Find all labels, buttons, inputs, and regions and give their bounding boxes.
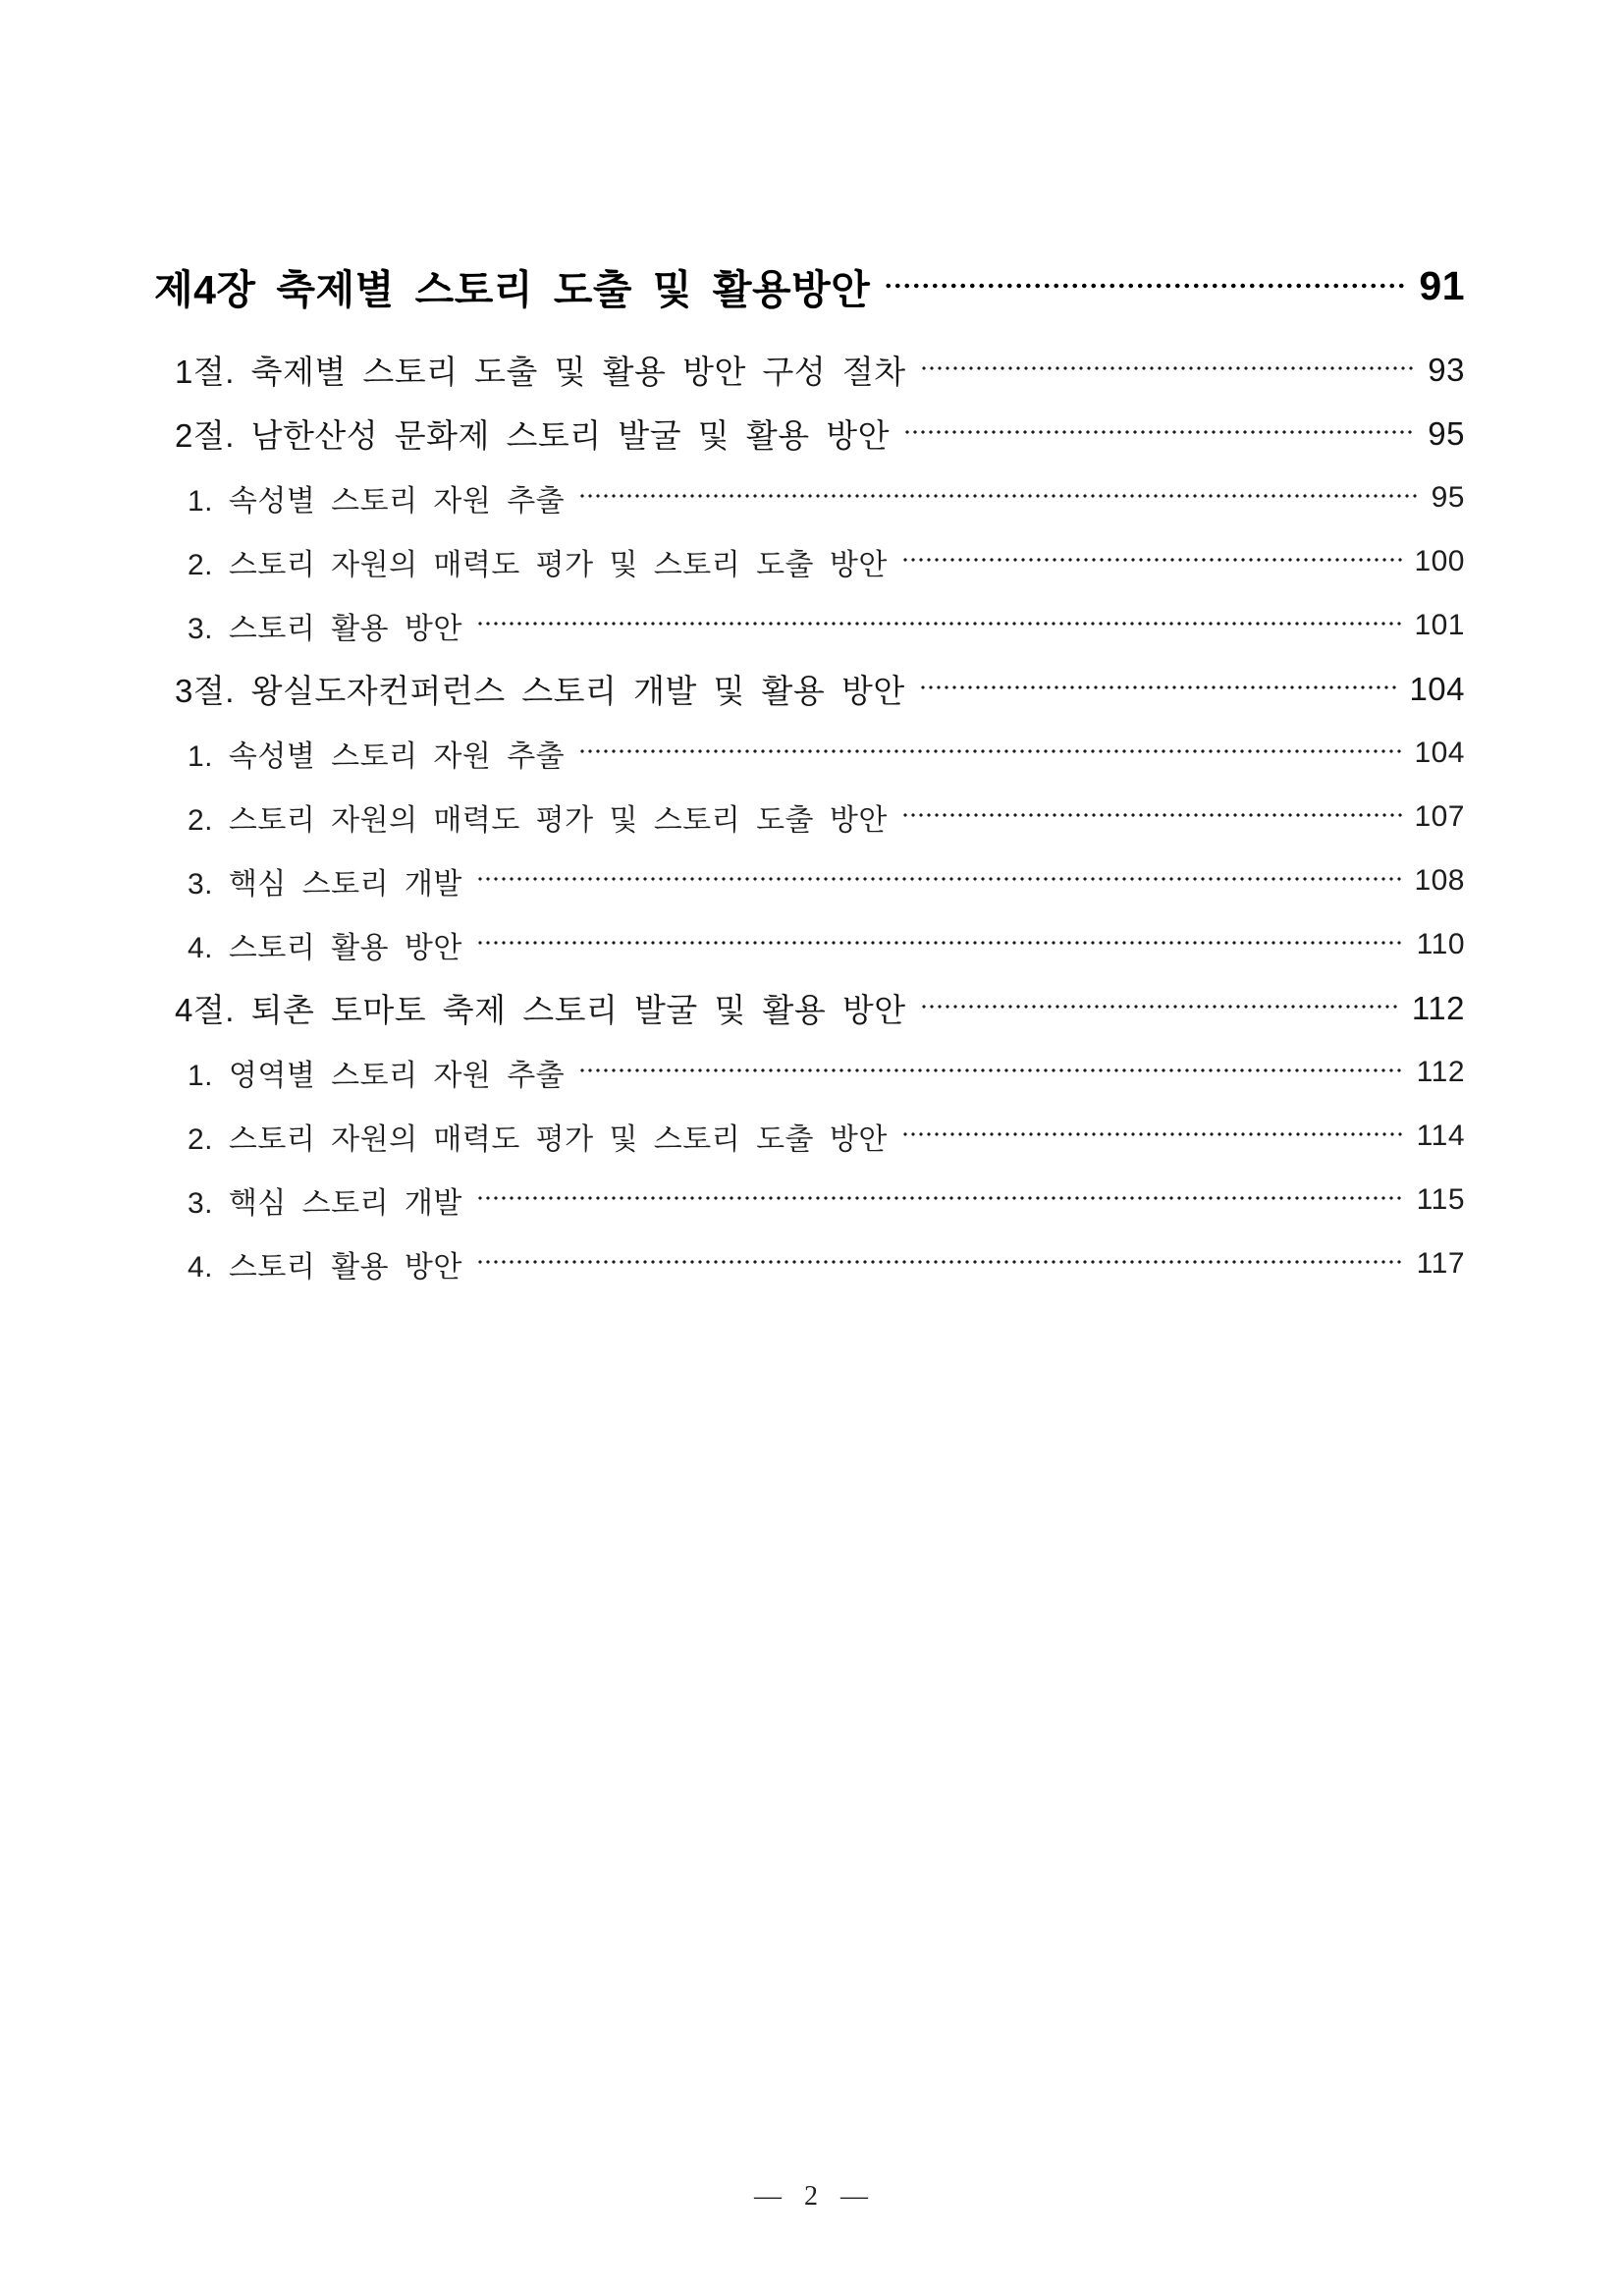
toc-entry [154,721,1465,785]
toc-entry-page-number: 95 [1431,480,1465,514]
toc-entry-label: 3. 핵심 스토리 개발 [188,867,462,901]
dot-leader [884,282,1407,290]
toc-chapter-page-number: 91 [1419,262,1465,308]
toc-entry [154,1168,1465,1231]
toc-entry [154,529,1465,593]
toc-entry [154,1040,1465,1104]
page-number-footer: — 2 — [754,2181,869,2212]
dot-leader [476,1195,1405,1201]
dot-leader [901,1131,1405,1137]
dot-leader [476,940,1405,946]
toc-entry [154,785,1465,848]
toc-entry [154,338,1465,402]
toc-entry-label: 2절. 남한산성 문화제 스토리 발굴 및 활용 방안 [175,417,891,454]
toc-entry [154,402,1465,465]
dot-leader [578,1067,1405,1073]
toc-entry-label: 1. 속성별 스토리 자원 추출 [188,484,566,518]
dot-leader [920,1004,1400,1010]
toc-entry-page-number: 114 [1416,1119,1465,1152]
toc-entry-label: 3. 스토리 활용 방안 [188,612,462,645]
toc-entry-label: 4절. 퇴촌 토마토 축제 스토리 발굴 및 활용 방안 [175,992,906,1028]
toc-entries [154,338,1465,1295]
toc-chapter-entry [154,257,1465,314]
toc-entry [154,465,1465,529]
toc-entry-page-number: 107 [1414,799,1465,833]
toc-entry [154,976,1465,1040]
toc-entry [154,593,1465,657]
toc-entry-page-number: 100 [1414,544,1465,577]
toc-entry-page-number: 112 [1416,1055,1465,1088]
dot-leader [901,812,1403,818]
toc-entry-page-number: 93 [1428,351,1465,388]
table-of-contents [154,257,1465,1295]
dot-leader [919,684,1398,690]
dot-leader [578,748,1402,754]
dot-leader [920,365,1417,371]
toc-entry [154,912,1465,976]
dot-leader [901,557,1403,563]
toc-entry-page-number: 104 [1414,736,1465,769]
toc-entry-label: 2. 스토리 자원의 매력도 평가 및 스토리 도출 방안 [188,803,888,837]
toc-entry-page-number: 104 [1409,670,1465,707]
toc-entry-page-number: 95 [1428,414,1465,452]
dot-leader [578,493,1419,499]
dot-leader [476,621,1403,627]
toc-entry-page-number: 101 [1414,608,1465,641]
toc-entry [154,1231,1465,1295]
dot-leader [903,429,1416,435]
toc-entry [154,848,1465,912]
toc-entry-page-number: 115 [1416,1182,1465,1216]
dot-leader [476,1259,1405,1265]
dot-leader [476,876,1403,882]
toc-entry-label: 2. 스토리 자원의 매력도 평가 및 스토리 도출 방안 [188,548,888,581]
toc-entry [154,657,1465,721]
toc-entry-label: 4. 스토리 활용 방안 [188,1250,462,1284]
toc-entry-label: 3. 핵심 스토리 개발 [188,1186,462,1220]
toc-entry-label: 4. 스토리 활용 방안 [188,931,462,964]
toc-entry-label: 1. 영역별 스토리 자원 추출 [188,1059,566,1092]
toc-entry-page-number: 110 [1416,927,1465,960]
toc-entry-label: 1. 속성별 스토리 자원 추출 [188,739,566,773]
toc-entry-label: 3절. 왕실도자컨퍼런스 스토리 개발 및 활용 방안 [175,673,905,709]
toc-entry-page-number: 108 [1414,863,1465,897]
toc-entry-label: 1절. 축제별 스토리 도출 및 활용 방안 구성 절차 [175,354,906,390]
toc-entry-page-number: 112 [1411,989,1465,1026]
toc-entry-label: 2. 스토리 자원의 매력도 평가 및 스토리 도출 방안 [188,1122,888,1156]
toc-entry-page-number: 117 [1416,1246,1465,1280]
toc-chapter-title: 제4장 축제별 스토리 도출 및 활용방안 [154,266,871,312]
toc-entry [154,1104,1465,1168]
